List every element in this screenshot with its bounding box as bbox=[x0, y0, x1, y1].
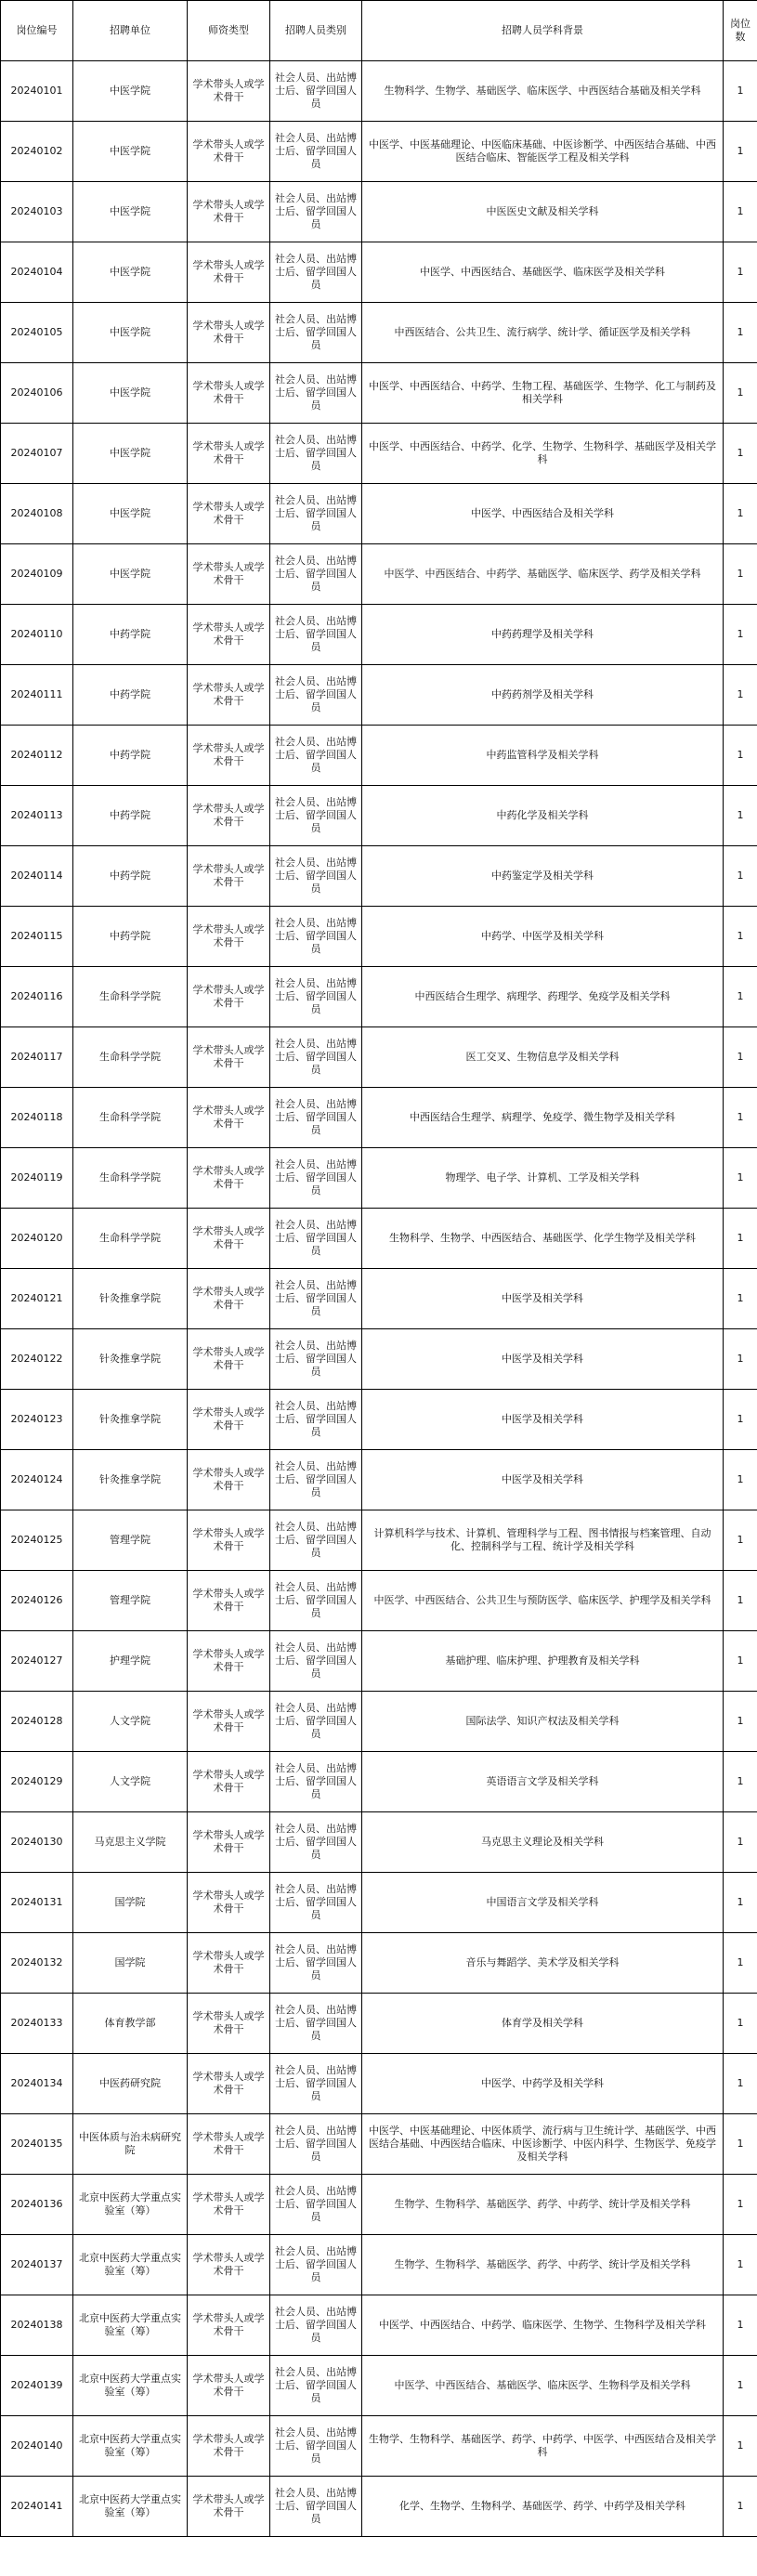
cell-teacher-type: 学术带头人或学术骨干 bbox=[188, 605, 270, 665]
cell-count: 1 bbox=[724, 907, 757, 967]
cell-unit: 北京中医药大学重点实验室（筹） bbox=[73, 2295, 188, 2356]
cell-count: 1 bbox=[724, 1631, 757, 1692]
cell-unit: 中药学院 bbox=[73, 846, 188, 907]
cell-unit: 国学院 bbox=[73, 1933, 188, 1994]
cell-unit: 中医学院 bbox=[73, 242, 188, 303]
cell-unit: 针灸推拿学院 bbox=[73, 1390, 188, 1450]
cell-teacher-type: 学术带头人或学术骨干 bbox=[188, 2356, 270, 2416]
cell-background: 生物科学、生物学、基础医学、临床医学、中西医结合基础及相关学科 bbox=[362, 61, 724, 122]
cell-background: 中药药理学及相关学科 bbox=[362, 605, 724, 665]
cell-count: 1 bbox=[724, 967, 757, 1027]
cell-teacher-type: 学术带头人或学术骨干 bbox=[188, 2054, 270, 2114]
cell-teacher-type: 学术带头人或学术骨干 bbox=[188, 2295, 270, 2356]
cell-count: 1 bbox=[724, 424, 757, 484]
cell-category: 社会人员、出站博士后、留学回国人员 bbox=[270, 1269, 362, 1329]
cell-category: 社会人员、出站博士后、留学回国人员 bbox=[270, 1933, 362, 1994]
table-row bbox=[1, 1994, 757, 2054]
cell-post-id: 20240126 bbox=[1, 1571, 73, 1631]
cell-post-id: 20240101 bbox=[1, 61, 73, 122]
cell-teacher-type: 学术带头人或学术骨干 bbox=[188, 544, 270, 605]
cell-background: 中医学、中西医结合、中药学、基础医学、临床医学、药学及相关学科 bbox=[362, 544, 724, 605]
cell-teacher-type: 学术带头人或学术骨干 bbox=[188, 1510, 270, 1571]
cell-teacher-type: 学术带头人或学术骨干 bbox=[188, 1752, 270, 1812]
cell-background: 化学、生物学、生物科学、基础医学、药学、中药学及相关学科 bbox=[362, 2477, 724, 2537]
cell-unit: 生命科学学院 bbox=[73, 1088, 188, 1148]
cell-teacher-type: 学术带头人或学术骨干 bbox=[188, 363, 270, 424]
cell-unit: 北京中医药大学重点实验室（筹） bbox=[73, 2235, 188, 2295]
cell-post-id: 20240129 bbox=[1, 1752, 73, 1812]
cell-teacher-type: 学术带头人或学术骨干 bbox=[188, 1209, 270, 1269]
cell-unit: 生命科学学院 bbox=[73, 1148, 188, 1209]
cell-category: 社会人员、出站博士后、留学回国人员 bbox=[270, 2114, 362, 2175]
cell-teacher-type: 学术带头人或学术骨干 bbox=[188, 1148, 270, 1209]
cell-count: 1 bbox=[724, 1752, 757, 1812]
table-row bbox=[1, 303, 757, 363]
cell-background: 体育学及相关学科 bbox=[362, 1994, 724, 2054]
cell-background: 中医学、中西医结合、中药学、生物工程、基础医学、生物学、化工与制药及相关学科 bbox=[362, 363, 724, 424]
cell-post-id: 20240114 bbox=[1, 846, 73, 907]
cell-post-id: 20240138 bbox=[1, 2295, 73, 2356]
cell-teacher-type: 学术带头人或学术骨干 bbox=[188, 907, 270, 967]
table-row bbox=[1, 1812, 757, 1873]
cell-count: 1 bbox=[724, 1571, 757, 1631]
cell-count: 1 bbox=[724, 1510, 757, 1571]
cell-teacher-type: 学术带头人或学术骨干 bbox=[188, 61, 270, 122]
cell-count: 1 bbox=[724, 2054, 757, 2114]
cell-post-id: 20240113 bbox=[1, 786, 73, 846]
cell-background: 中医学、中医基础理论、中医临床基础、中医诊断学、中西医结合基础、中西医结合临床、智能医学工程及相关学科 bbox=[362, 122, 724, 182]
cell-category: 社会人员、出站博士后、留学回国人员 bbox=[270, 61, 362, 122]
cell-background: 中医学、中西医结合及相关学科 bbox=[362, 484, 724, 544]
cell-post-id: 20240119 bbox=[1, 1148, 73, 1209]
cell-post-id: 20240107 bbox=[1, 424, 73, 484]
cell-category: 社会人员、出站博士后、留学回国人员 bbox=[270, 2295, 362, 2356]
cell-count: 1 bbox=[724, 1027, 757, 1088]
cell-teacher-type: 学术带头人或学术骨干 bbox=[188, 1329, 270, 1390]
cell-count: 1 bbox=[724, 2356, 757, 2416]
cell-teacher-type: 学术带头人或学术骨干 bbox=[188, 2114, 270, 2175]
cell-teacher-type: 学术带头人或学术骨干 bbox=[188, 1873, 270, 1933]
cell-post-id: 20240120 bbox=[1, 1209, 73, 1269]
cell-background: 中西医结合生理学、病理学、药理学、免疫学及相关学科 bbox=[362, 967, 724, 1027]
table-row bbox=[1, 1873, 757, 1933]
cell-post-id: 20240116 bbox=[1, 967, 73, 1027]
cell-unit: 中药学院 bbox=[73, 665, 188, 726]
table-row bbox=[1, 122, 757, 182]
header-count: 岗位数 bbox=[724, 1, 757, 61]
cell-category: 社会人员、出站博士后、留学回国人员 bbox=[270, 907, 362, 967]
table-row bbox=[1, 1269, 757, 1329]
cell-post-id: 20240137 bbox=[1, 2235, 73, 2295]
cell-background: 基础护理、临床护理、护理教育及相关学科 bbox=[362, 1631, 724, 1692]
table-row bbox=[1, 424, 757, 484]
cell-category: 社会人员、出站博士后、留学回国人员 bbox=[270, 1390, 362, 1450]
cell-category: 社会人员、出站博士后、留学回国人员 bbox=[270, 1209, 362, 1269]
cell-category: 社会人员、出站博士后、留学回国人员 bbox=[270, 1510, 362, 1571]
cell-post-id: 20240133 bbox=[1, 1994, 73, 2054]
table-row bbox=[1, 1631, 757, 1692]
cell-count: 1 bbox=[724, 242, 757, 303]
cell-unit: 针灸推拿学院 bbox=[73, 1329, 188, 1390]
cell-count: 1 bbox=[724, 1209, 757, 1269]
cell-unit: 人文学院 bbox=[73, 1692, 188, 1752]
cell-category: 社会人员、出站博士后、留学回国人员 bbox=[270, 1571, 362, 1631]
cell-teacher-type: 学术带头人或学术骨干 bbox=[188, 1088, 270, 1148]
cell-unit: 针灸推拿学院 bbox=[73, 1269, 188, 1329]
cell-unit: 中医学院 bbox=[73, 363, 188, 424]
cell-category: 社会人员、出站博士后、留学回国人员 bbox=[270, 303, 362, 363]
table-row bbox=[1, 2356, 757, 2416]
cell-background: 中西医结合、公共卫生、流行病学、统计学、循证医学及相关学科 bbox=[362, 303, 724, 363]
cell-count: 1 bbox=[724, 1994, 757, 2054]
cell-count: 1 bbox=[724, 1269, 757, 1329]
cell-background: 中药化学及相关学科 bbox=[362, 786, 724, 846]
cell-background: 中医学、中西医结合、公共卫生与预防医学、临床医学、护理学及相关学科 bbox=[362, 1571, 724, 1631]
cell-post-id: 20240118 bbox=[1, 1088, 73, 1148]
cell-count: 1 bbox=[724, 726, 757, 786]
table-row bbox=[1, 2114, 757, 2175]
cell-background: 国际法学、知识产权法及相关学科 bbox=[362, 1692, 724, 1752]
cell-unit: 管理学院 bbox=[73, 1510, 188, 1571]
cell-post-id: 20240105 bbox=[1, 303, 73, 363]
cell-background: 中药鉴定学及相关学科 bbox=[362, 846, 724, 907]
cell-post-id: 20240141 bbox=[1, 2477, 73, 2537]
cell-teacher-type: 学术带头人或学术骨干 bbox=[188, 1994, 270, 2054]
cell-background: 医工交叉、生物信息学及相关学科 bbox=[362, 1027, 724, 1088]
cell-teacher-type: 学术带头人或学术骨干 bbox=[188, 1571, 270, 1631]
cell-teacher-type: 学术带头人或学术骨干 bbox=[188, 967, 270, 1027]
cell-category: 社会人员、出站博士后、留学回国人员 bbox=[270, 1631, 362, 1692]
cell-count: 1 bbox=[724, 1812, 757, 1873]
cell-background: 中医学、中西医结合、基础医学、临床医学及相关学科 bbox=[362, 242, 724, 303]
cell-category: 社会人员、出站博士后、留学回国人员 bbox=[270, 2235, 362, 2295]
table-row bbox=[1, 605, 757, 665]
table-row bbox=[1, 665, 757, 726]
cell-count: 1 bbox=[724, 2235, 757, 2295]
cell-count: 1 bbox=[724, 363, 757, 424]
cell-background: 中药学、中医学及相关学科 bbox=[362, 907, 724, 967]
cell-teacher-type: 学术带头人或学术骨干 bbox=[188, 665, 270, 726]
table-row bbox=[1, 1148, 757, 1209]
cell-post-id: 20240125 bbox=[1, 1510, 73, 1571]
table-row bbox=[1, 1027, 757, 1088]
cell-background: 中医学及相关学科 bbox=[362, 1269, 724, 1329]
cell-count: 1 bbox=[724, 1450, 757, 1510]
cell-teacher-type: 学术带头人或学术骨干 bbox=[188, 1390, 270, 1450]
cell-count: 1 bbox=[724, 1148, 757, 1209]
cell-count: 1 bbox=[724, 1692, 757, 1752]
cell-category: 社会人员、出站博士后、留学回国人员 bbox=[270, 1812, 362, 1873]
cell-unit: 中医学院 bbox=[73, 303, 188, 363]
cell-count: 1 bbox=[724, 665, 757, 726]
cell-category: 社会人员、出站博士后、留学回国人员 bbox=[270, 2175, 362, 2235]
cell-post-id: 20240123 bbox=[1, 1390, 73, 1450]
cell-teacher-type: 学术带头人或学术骨干 bbox=[188, 846, 270, 907]
table-body bbox=[1, 61, 757, 2537]
cell-unit: 中医药研究院 bbox=[73, 2054, 188, 2114]
cell-teacher-type: 学术带头人或学术骨干 bbox=[188, 2235, 270, 2295]
cell-background: 中西医结合生理学、病理学、免疫学、微生物学及相关学科 bbox=[362, 1088, 724, 1148]
cell-unit: 体育教学部 bbox=[73, 1994, 188, 2054]
table-row bbox=[1, 544, 757, 605]
cell-category: 社会人员、出站博士后、留学回国人员 bbox=[270, 1450, 362, 1510]
cell-unit: 中医学院 bbox=[73, 484, 188, 544]
cell-count: 1 bbox=[724, 1390, 757, 1450]
cell-unit: 人文学院 bbox=[73, 1752, 188, 1812]
cell-teacher-type: 学术带头人或学术骨干 bbox=[188, 424, 270, 484]
cell-background: 马克思主义理论及相关学科 bbox=[362, 1812, 724, 1873]
cell-post-id: 20240131 bbox=[1, 1873, 73, 1933]
cell-category: 社会人员、出站博士后、留学回国人员 bbox=[270, 2054, 362, 2114]
cell-unit: 生命科学学院 bbox=[73, 1027, 188, 1088]
table-row bbox=[1, 1450, 757, 1510]
cell-post-id: 20240132 bbox=[1, 1933, 73, 1994]
cell-unit: 中药学院 bbox=[73, 907, 188, 967]
cell-count: 1 bbox=[724, 122, 757, 182]
cell-count: 1 bbox=[724, 2416, 757, 2477]
cell-category: 社会人员、出站博士后、留学回国人员 bbox=[270, 786, 362, 846]
table-row bbox=[1, 1088, 757, 1148]
table-row bbox=[1, 1510, 757, 1571]
table-row bbox=[1, 967, 757, 1027]
cell-background: 中药监管科学及相关学科 bbox=[362, 726, 724, 786]
cell-unit: 生命科学学院 bbox=[73, 967, 188, 1027]
cell-unit: 中药学院 bbox=[73, 605, 188, 665]
cell-teacher-type: 学术带头人或学术骨干 bbox=[188, 1631, 270, 1692]
cell-category: 社会人员、出站博士后、留学回国人员 bbox=[270, 2356, 362, 2416]
header-unit: 招聘单位 bbox=[73, 1, 188, 61]
header-post-id: 岗位编号 bbox=[1, 1, 73, 61]
cell-count: 1 bbox=[724, 61, 757, 122]
cell-category: 社会人员、出站博士后、留学回国人员 bbox=[270, 726, 362, 786]
cell-category: 社会人员、出站博士后、留学回国人员 bbox=[270, 424, 362, 484]
table-row bbox=[1, 907, 757, 967]
cell-count: 1 bbox=[724, 1933, 757, 1994]
cell-count: 1 bbox=[724, 2114, 757, 2175]
cell-category: 社会人员、出站博士后、留学回国人员 bbox=[270, 1027, 362, 1088]
cell-background: 中国语言文学及相关学科 bbox=[362, 1873, 724, 1933]
cell-unit: 中药学院 bbox=[73, 726, 188, 786]
cell-background: 生物学、生物科学、基础医学、药学、中药学、中医学、中西医结合及相关学科 bbox=[362, 2416, 724, 2477]
header-row bbox=[1, 1, 757, 61]
cell-background: 中医学及相关学科 bbox=[362, 1329, 724, 1390]
cell-post-id: 20240111 bbox=[1, 665, 73, 726]
cell-unit: 中医学院 bbox=[73, 122, 188, 182]
cell-category: 社会人员、出站博士后、留学回国人员 bbox=[270, 1148, 362, 1209]
cell-unit: 中医学院 bbox=[73, 424, 188, 484]
cell-post-id: 20240122 bbox=[1, 1329, 73, 1390]
cell-teacher-type: 学术带头人或学术骨干 bbox=[188, 2175, 270, 2235]
cell-count: 1 bbox=[724, 182, 757, 242]
cell-teacher-type: 学术带头人或学术骨干 bbox=[188, 122, 270, 182]
cell-unit: 护理学院 bbox=[73, 1631, 188, 1692]
cell-background: 物理学、电子学、计算机、工学及相关学科 bbox=[362, 1148, 724, 1209]
cell-category: 社会人员、出站博士后、留学回国人员 bbox=[270, 1329, 362, 1390]
cell-category: 社会人员、出站博士后、留学回国人员 bbox=[270, 182, 362, 242]
cell-background: 中医学及相关学科 bbox=[362, 1390, 724, 1450]
table-row bbox=[1, 786, 757, 846]
cell-teacher-type: 学术带头人或学术骨干 bbox=[188, 1269, 270, 1329]
cell-post-id: 20240127 bbox=[1, 1631, 73, 1692]
cell-unit: 北京中医药大学重点实验室（筹） bbox=[73, 2356, 188, 2416]
cell-background: 音乐与舞蹈学、美术学及相关学科 bbox=[362, 1933, 724, 1994]
cell-teacher-type: 学术带头人或学术骨干 bbox=[188, 1933, 270, 1994]
table-row bbox=[1, 61, 757, 122]
cell-category: 社会人员、出站博士后、留学回国人员 bbox=[270, 605, 362, 665]
header-category: 招聘人员类别 bbox=[270, 1, 362, 61]
cell-background: 生物学、生物科学、基础医学、药学、中药学、统计学及相关学科 bbox=[362, 2175, 724, 2235]
cell-teacher-type: 学术带头人或学术骨干 bbox=[188, 1692, 270, 1752]
cell-category: 社会人员、出站博士后、留学回国人员 bbox=[270, 363, 362, 424]
table-row bbox=[1, 2235, 757, 2295]
cell-post-id: 20240112 bbox=[1, 726, 73, 786]
cell-category: 社会人员、出站博士后、留学回国人员 bbox=[270, 122, 362, 182]
cell-teacher-type: 学术带头人或学术骨干 bbox=[188, 1450, 270, 1510]
cell-count: 1 bbox=[724, 484, 757, 544]
cell-unit: 中药学院 bbox=[73, 786, 188, 846]
cell-category: 社会人员、出站博士后、留学回国人员 bbox=[270, 484, 362, 544]
cell-category: 社会人员、出站博士后、留学回国人员 bbox=[270, 544, 362, 605]
cell-post-id: 20240109 bbox=[1, 544, 73, 605]
cell-post-id: 20240108 bbox=[1, 484, 73, 544]
cell-unit: 北京中医药大学重点实验室（筹） bbox=[73, 2175, 188, 2235]
cell-count: 1 bbox=[724, 846, 757, 907]
cell-background: 中医学、中西医结合、基础医学、临床医学、生物科学及相关学科 bbox=[362, 2356, 724, 2416]
header-teacher-type: 师资类型 bbox=[188, 1, 270, 61]
cell-post-id: 20240139 bbox=[1, 2356, 73, 2416]
cell-post-id: 20240102 bbox=[1, 122, 73, 182]
cell-post-id: 20240134 bbox=[1, 2054, 73, 2114]
table-row bbox=[1, 2416, 757, 2477]
table-row bbox=[1, 846, 757, 907]
table-row bbox=[1, 1933, 757, 1994]
cell-category: 社会人员、出站博士后、留学回国人员 bbox=[270, 242, 362, 303]
cell-category: 社会人员、出站博士后、留学回国人员 bbox=[270, 846, 362, 907]
cell-count: 1 bbox=[724, 544, 757, 605]
cell-count: 1 bbox=[724, 2295, 757, 2356]
table-row bbox=[1, 1209, 757, 1269]
cell-count: 1 bbox=[724, 786, 757, 846]
table-row bbox=[1, 363, 757, 424]
cell-unit: 针灸推拿学院 bbox=[73, 1450, 188, 1510]
table-row bbox=[1, 1329, 757, 1390]
cell-unit: 马克思主义学院 bbox=[73, 1812, 188, 1873]
cell-teacher-type: 学术带头人或学术骨干 bbox=[188, 1027, 270, 1088]
cell-background: 生物科学、生物学、中西医结合、基础医学、化学生物学及相关学科 bbox=[362, 1209, 724, 1269]
cell-count: 1 bbox=[724, 303, 757, 363]
cell-category: 社会人员、出站博士后、留学回国人员 bbox=[270, 1692, 362, 1752]
cell-category: 社会人员、出站博士后、留学回国人员 bbox=[270, 1088, 362, 1148]
cell-category: 社会人员、出站博士后、留学回国人员 bbox=[270, 1873, 362, 1933]
cell-background: 中医医史文献及相关学科 bbox=[362, 182, 724, 242]
cell-category: 社会人员、出站博士后、留学回国人员 bbox=[270, 2477, 362, 2537]
cell-teacher-type: 学术带头人或学术骨干 bbox=[188, 303, 270, 363]
cell-teacher-type: 学术带头人或学术骨干 bbox=[188, 242, 270, 303]
cell-category: 社会人员、出站博士后、留学回国人员 bbox=[270, 665, 362, 726]
cell-category: 社会人员、出站博士后、留学回国人员 bbox=[270, 2416, 362, 2477]
cell-post-id: 20240124 bbox=[1, 1450, 73, 1510]
cell-post-id: 20240117 bbox=[1, 1027, 73, 1088]
cell-post-id: 20240130 bbox=[1, 1812, 73, 1873]
cell-background: 中医学、中西医结合、中药学、化学、生物学、生物科学、基础医学及相关学科 bbox=[362, 424, 724, 484]
cell-post-id: 20240110 bbox=[1, 605, 73, 665]
cell-unit: 北京中医药大学重点实验室（筹） bbox=[73, 2477, 188, 2537]
cell-background: 生物学、生物科学、基础医学、药学、中药学、统计学及相关学科 bbox=[362, 2235, 724, 2295]
table-row bbox=[1, 726, 757, 786]
cell-post-id: 20240115 bbox=[1, 907, 73, 967]
cell-post-id: 20240104 bbox=[1, 242, 73, 303]
cell-category: 社会人员、出站博士后、留学回国人员 bbox=[270, 1994, 362, 2054]
cell-background: 中药药剂学及相关学科 bbox=[362, 665, 724, 726]
table-row bbox=[1, 1390, 757, 1450]
cell-count: 1 bbox=[724, 2175, 757, 2235]
cell-teacher-type: 学术带头人或学术骨干 bbox=[188, 786, 270, 846]
cell-count: 1 bbox=[724, 1873, 757, 1933]
cell-teacher-type: 学术带头人或学术骨干 bbox=[188, 484, 270, 544]
cell-unit: 中医学院 bbox=[73, 182, 188, 242]
table-row bbox=[1, 1692, 757, 1752]
cell-unit: 国学院 bbox=[73, 1873, 188, 1933]
table-row bbox=[1, 2477, 757, 2537]
cell-post-id: 20240136 bbox=[1, 2175, 73, 2235]
header-background: 招聘人员学科背景 bbox=[362, 1, 724, 61]
cell-teacher-type: 学术带头人或学术骨干 bbox=[188, 1812, 270, 1873]
cell-post-id: 20240128 bbox=[1, 1692, 73, 1752]
table-row bbox=[1, 182, 757, 242]
table-row bbox=[1, 484, 757, 544]
table-row bbox=[1, 2054, 757, 2114]
cell-unit: 中医体质与治未病研究院 bbox=[73, 2114, 188, 2175]
cell-unit: 管理学院 bbox=[73, 1571, 188, 1631]
cell-count: 1 bbox=[724, 2477, 757, 2537]
table-row bbox=[1, 242, 757, 303]
cell-teacher-type: 学术带头人或学术骨干 bbox=[188, 182, 270, 242]
cell-post-id: 20240140 bbox=[1, 2416, 73, 2477]
cell-teacher-type: 学术带头人或学术骨干 bbox=[188, 2416, 270, 2477]
cell-teacher-type: 学术带头人或学术骨干 bbox=[188, 726, 270, 786]
cell-background: 英语语言文学及相关学科 bbox=[362, 1752, 724, 1812]
table-row bbox=[1, 1571, 757, 1631]
cell-background: 中医学、中药学及相关学科 bbox=[362, 2054, 724, 2114]
cell-count: 1 bbox=[724, 1088, 757, 1148]
cell-category: 社会人员、出站博士后、留学回国人员 bbox=[270, 967, 362, 1027]
cell-background: 中医学及相关学科 bbox=[362, 1450, 724, 1510]
cell-background: 计算机科学与技术、计算机、管理科学与工程、图书情报与档案管理、自动化、控制科学与工程、统计学及相关学科 bbox=[362, 1510, 724, 1571]
table-row bbox=[1, 1752, 757, 1812]
cell-post-id: 20240121 bbox=[1, 1269, 73, 1329]
cell-post-id: 20240135 bbox=[1, 2114, 73, 2175]
cell-background: 中医学、中医基础理论、中医体质学、流行病与卫生统计学、基础医学、中西医结合基础、中西医结合临床、中医诊断学、中医内科学、生物医学、免疫学及相关学科 bbox=[362, 2114, 724, 2175]
cell-category: 社会人员、出站博士后、留学回国人员 bbox=[270, 1752, 362, 1812]
table-row bbox=[1, 2295, 757, 2356]
cell-count: 1 bbox=[724, 605, 757, 665]
cell-unit: 生命科学学院 bbox=[73, 1209, 188, 1269]
cell-unit: 北京中医药大学重点实验室（筹） bbox=[73, 2416, 188, 2477]
cell-unit: 中医学院 bbox=[73, 61, 188, 122]
cell-unit: 中医学院 bbox=[73, 544, 188, 605]
cell-teacher-type: 学术带头人或学术骨干 bbox=[188, 2477, 270, 2537]
cell-count: 1 bbox=[724, 1329, 757, 1390]
cell-background: 中医学、中西医结合、中药学、临床医学、生物学、生物科学及相关学科 bbox=[362, 2295, 724, 2356]
cell-post-id: 20240103 bbox=[1, 182, 73, 242]
cell-post-id: 20240106 bbox=[1, 363, 73, 424]
table-row bbox=[1, 2175, 757, 2235]
